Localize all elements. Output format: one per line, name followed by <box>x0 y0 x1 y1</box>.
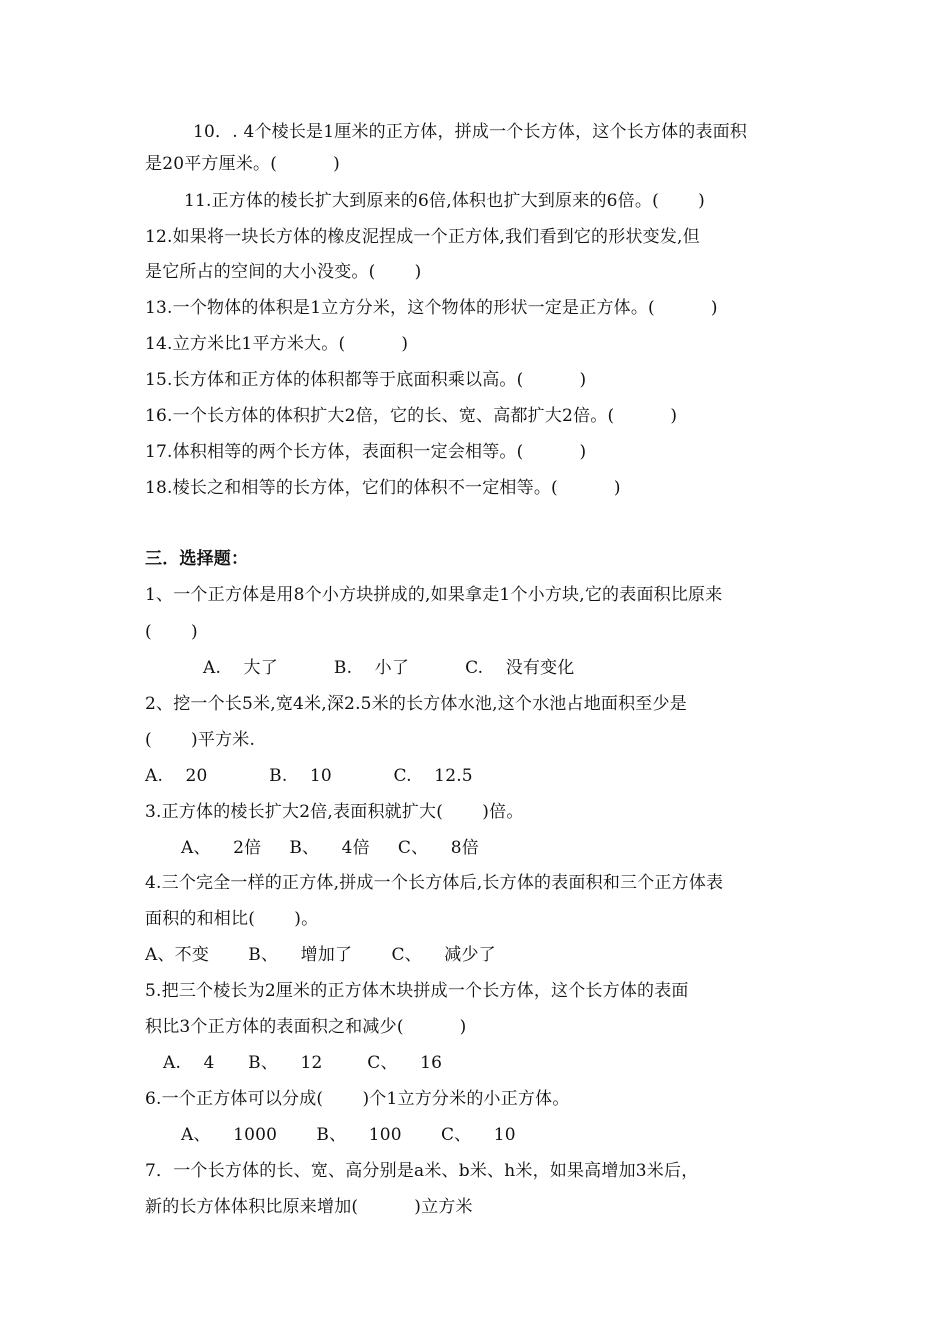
choice-4-line-2: 面积的和相比( )。 <box>145 909 319 929</box>
choice-2-options: A. 20 B. 10 C. 12.5 <box>145 766 473 786</box>
choice-7-line-2: 新的长方体体积比原来增加( )立方米 <box>145 1197 473 1217</box>
question-12-line-2: 是它所占的空间的大小没变。( ) <box>145 262 422 282</box>
choice-6-options: A、 1000 B、 100 C、 10 <box>181 1125 516 1145</box>
choice-3-options: A、 2倍 B、 4倍 C、 8倍 <box>181 838 479 858</box>
section-heading-choice: 三．选择题： <box>145 549 249 569</box>
choice-5-line-1: 5.把三个棱长为2厘米的正方体木块拼成一个长方体，这个长方体的表面 <box>145 981 689 1001</box>
question-13: 13.一个物体的体积是1立方分米，这个物体的形状一定是正方体。( ) <box>145 298 718 318</box>
choice-7-line-1: 7．一个长方体的长、宽、高分别是a米、b米、h米，如果高增加3米后， <box>145 1161 699 1181</box>
question-14: 14.立方米比1平方米大。( ) <box>145 334 409 354</box>
question-17: 17.体积相等的两个长方体，表面积一定会相等。( ) <box>145 442 587 462</box>
choice-4-line-1: 4.三个完全一样的正方体,拼成一个长方体后,长方体的表面积和三个正方体表 <box>145 873 724 893</box>
choice-6-line-1: 6.一个正方体可以分成( )个1立方分米的小正方体。 <box>145 1089 570 1109</box>
choice-5-options: A. 4 B、 12 C、 16 <box>163 1053 443 1073</box>
question-18: 18.棱长之和相等的长方体，它们的体积不一定相等。( ) <box>145 478 621 498</box>
choice-1-options: A. 大了 B. 小了 C. 没有变化 <box>203 658 575 678</box>
choice-2-line-2: ( )平方米. <box>145 730 256 750</box>
question-10-line-2: 是20平方厘米。( ) <box>145 154 340 174</box>
question-15: 15.长方体和正方体的体积都等于底面积乘以高。( ) <box>145 370 587 390</box>
question-10-line-1: 10．. 4个棱长是1厘米的正方体，拼成一个长方体，这个长方体的表面积 <box>193 122 748 142</box>
question-11: 11.正方体的棱长扩大到原来的6倍,体积也扩大到原来的6倍。( ) <box>184 191 705 211</box>
question-12-line-1: 12.如果将一块长方体的橡皮泥捏成一个正方体,我们看到它的形状变发,但 <box>145 227 700 247</box>
choice-5-line-2: 积比3个正方体的表面积之和减少( ) <box>145 1017 467 1037</box>
choice-2-line-1: 2、挖一个长5米,宽4米,深2.5米的长方体水池,这个水池占地面积至少是 <box>145 694 687 714</box>
choice-3-line-1: 3.正方体的棱长扩大2倍,表面积就扩大( )倍。 <box>145 802 524 822</box>
choice-1-line-1: 1、一个正方体是用8个小方块拼成的,如果拿走1个小方块,它的表面积比原来 <box>145 585 723 605</box>
choice-4-options: A、不变 B、 增加了 C、 减少了 <box>145 945 496 965</box>
choice-1-line-2: ( ) <box>145 622 198 642</box>
question-16: 16.一个长方体的体积扩大2倍，它的长、宽、高都扩大2倍。( ) <box>145 406 678 426</box>
